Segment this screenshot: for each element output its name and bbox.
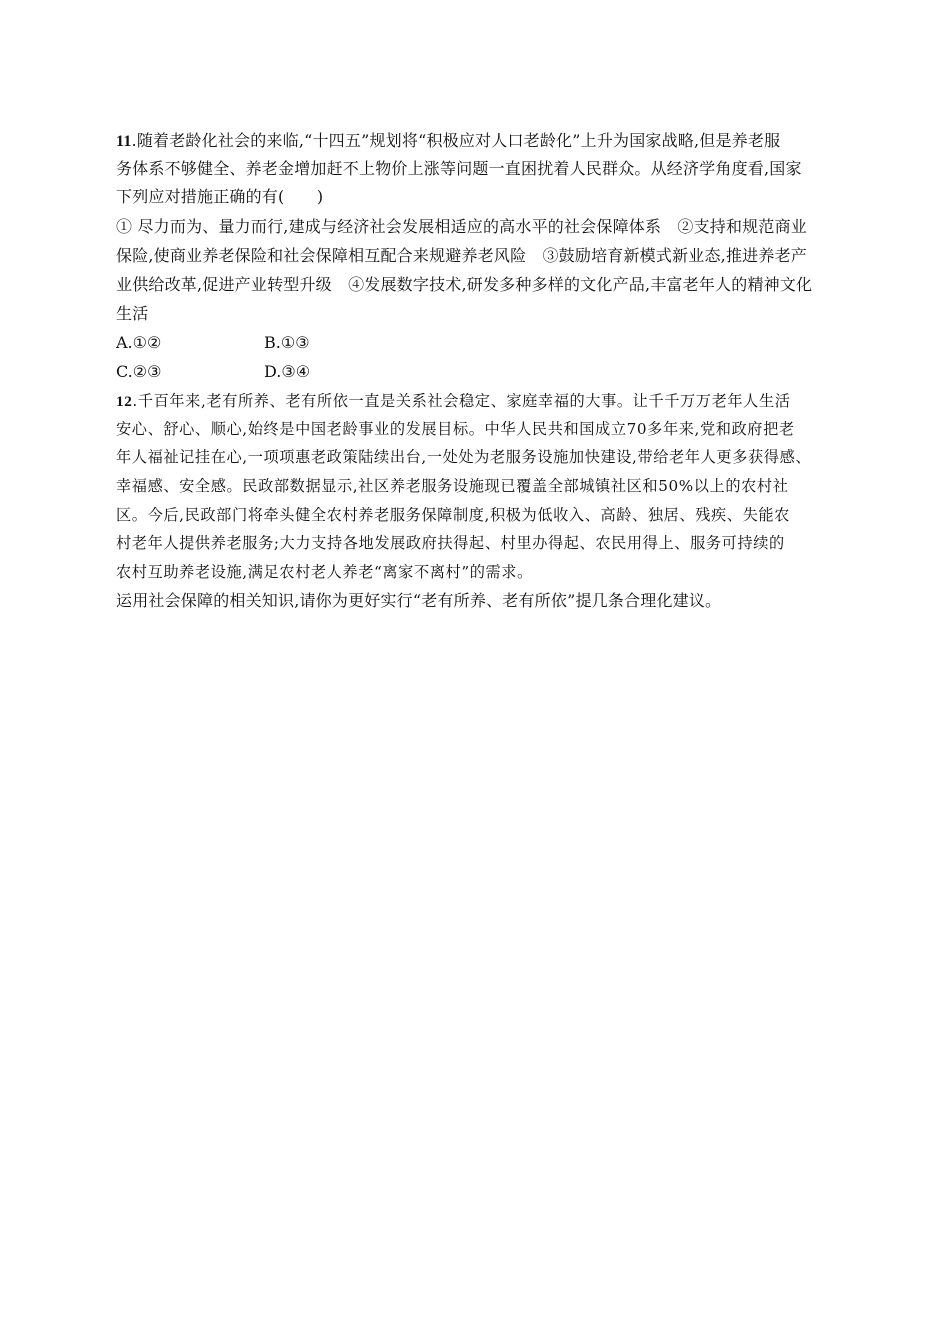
q11-option-d[interactable]: D.③④ [264,362,311,381]
q12-material-line-2: 安心、舒心、顺心,始终是中国老龄事业的发展目标。中华人民共和国成立70多年来,党和政府把老 [116,420,795,438]
q11-number: 11 [116,133,132,150]
q12-number: 12 [116,393,133,410]
q12-material-line-5: 区。今后,民政部门将牵头健全农村养老服务保障制度,积极为低收入、高龄、独居、残疾、失能农 [116,506,790,524]
q11-option-a[interactable]: A.①② [116,333,162,352]
q11-stem-line-2: 务体系不够健全、养老金增加赶不上物价上涨等问题一直困扰着人民群众。从经济学角度看,国家 [116,159,802,178]
q12-material-line-6: 村老年人提供养老服务;大力支持各地发展政府扶得起、村里办得起、农民用得上、服务可持续的 [116,534,785,552]
q12-material-line-3: 年人福祉记挂在心,一项项惠老政策陆续出台,一处处为老服务设施加快建设,带给老年人更多获得感、 [116,448,812,466]
q11-stem-line-3: 下列应对措施正确的有( ) [116,187,324,206]
q12-material-line-4: 幸福感、安全感。民政部数据显示,社区养老服务设施现已覆盖全部城镇社区和50%以上的农村社 [116,477,789,495]
q11-option-b[interactable]: B.①③ [264,333,310,352]
q11-statement-line-3: 业供给改革,促进产业转型升级 ④发展数字技术,研发多种多样的文化产品,丰富老年人的精神文化 [116,275,813,294]
q12-question: 运用社会保障的相关知识,请你为更好实行“老有所养、老有所依”提几条合理化建议。 [116,591,722,610]
q11-stem-line-1: 11.随着老龄化社会的来临,“十四五”规划将“积极应对人口老龄化”上升为国家战略,但是养老服 [116,131,781,150]
q11-statement-line-4: 生活 [116,304,149,323]
q12-material-line-1: 12.千百年来,老有所养、老有所依一直是关系社会稳定、家庭幸福的大事。让千千万万老年人生活 [116,392,791,410]
q11-option-c[interactable]: C.②③ [116,362,162,381]
q12-material-line-7: 农村互助养老设施,满足农村老人养老“离家不离村”的需求。 [116,563,533,581]
q11-statement-line-2: 保险,使商业养老保险和社会保障相互配合来规避养老风险 ③鼓励培育新模式新业态,推进养老产 [116,246,807,265]
q11-statement-line-1: ① 尽力而为、量力而行,建成与经济社会发展相适应的高水平的社会保障体系 ②支持和规范商业 [116,217,807,236]
